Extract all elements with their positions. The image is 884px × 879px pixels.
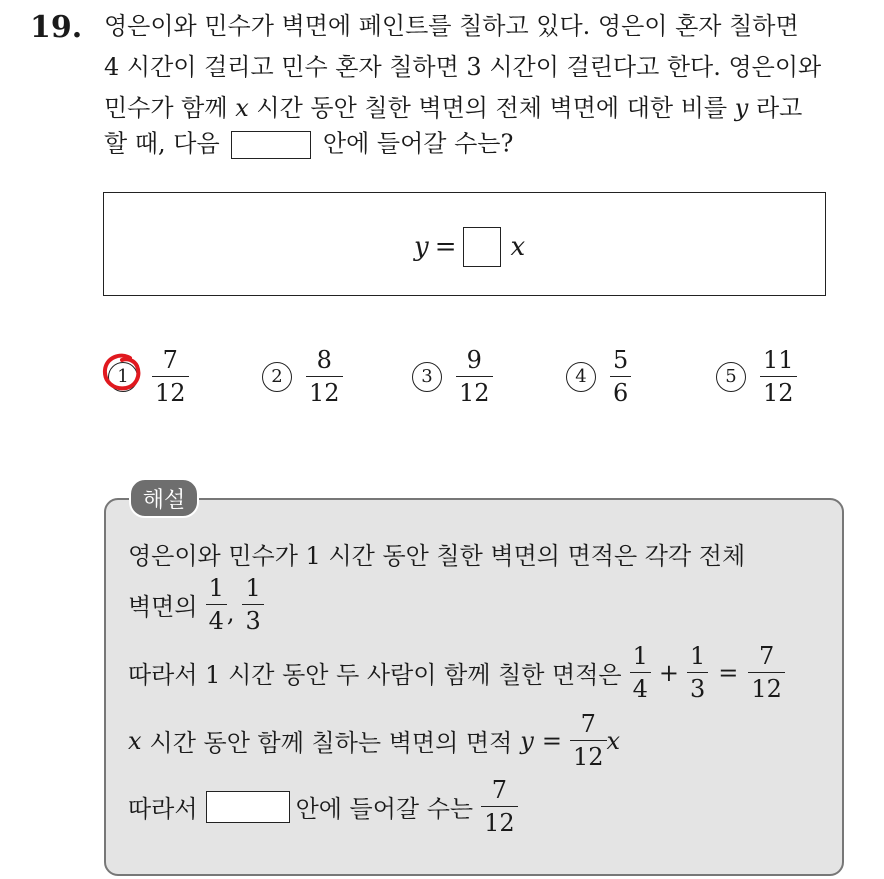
explanation-text: 벽면의 <box>128 593 198 621</box>
fraction-denominator: 12 <box>306 376 343 405</box>
fraction-numerator: 11 <box>763 346 794 374</box>
choice-3[interactable] <box>412 348 493 405</box>
fraction-numerator: 7 <box>759 642 775 670</box>
question-line-3 <box>104 96 802 120</box>
explanation-line-3 <box>128 644 785 701</box>
fraction-denominator: 12 <box>748 672 785 701</box>
blank-box <box>231 131 311 159</box>
fraction-numerator: 8 <box>316 346 332 374</box>
choice-fraction <box>610 348 631 405</box>
question-text-c: 라고 <box>755 94 803 122</box>
plus-sign: + <box>658 658 680 687</box>
answer-circle-mark <box>100 350 144 394</box>
explanation-line-2 <box>128 576 264 633</box>
equation-box <box>103 192 826 296</box>
fraction-denominator: 3 <box>687 672 708 701</box>
question-line-1: 영은이와 민수가 벽면에 페인트를 칠하고 있다. 영은이 혼자 칠하면 <box>104 12 799 40</box>
equation-blank <box>463 227 501 267</box>
explanation-tag: 해설 <box>129 478 199 518</box>
fraction-one-quarter <box>630 644 651 701</box>
fraction-numerator: 9 <box>466 346 482 374</box>
fraction-denominator: 4 <box>206 604 227 633</box>
fraction-numerator: 1 <box>632 642 648 670</box>
choice-number: 4 <box>566 362 596 392</box>
explanation-text: 시간 동안 함께 칠하는 벽면의 면적 <box>149 729 513 757</box>
equals-sign: = <box>541 726 562 755</box>
fraction-denominator: 12 <box>456 376 493 405</box>
choice-fraction <box>760 348 797 405</box>
fraction-one-third <box>242 576 263 633</box>
choice-5[interactable] <box>716 348 797 405</box>
question-line-4 <box>104 131 513 159</box>
fraction-one-third <box>687 644 708 701</box>
question-text-d: 할 때, 다음 <box>104 129 220 158</box>
question-text-b: 시간 동안 칠한 벽면의 전체 벽면에 대한 비를 <box>256 94 728 122</box>
var-y: y <box>520 726 534 755</box>
fraction-denominator: 12 <box>481 806 518 835</box>
fraction-seven-twelfths <box>570 712 607 769</box>
equals-sign: = <box>718 658 739 687</box>
fraction-denominator: 6 <box>610 376 631 405</box>
explanation-text: 따라서 <box>128 795 198 823</box>
comma: , <box>226 599 235 627</box>
fraction-one-quarter <box>206 576 227 633</box>
choice-number: 1 <box>108 362 138 392</box>
question-line-2: 4 시간이 걸리고 민수 혼자 칠하면 3 시간이 걸린다고 한다. 영은이와 <box>104 53 822 81</box>
explanation-line-5 <box>128 778 518 835</box>
equation-lhs: y <box>414 232 429 262</box>
var-x: x <box>128 726 142 755</box>
choice-4[interactable] <box>566 348 631 405</box>
choice-fraction <box>456 348 493 405</box>
fraction-seven-twelfths <box>481 778 518 835</box>
choice-fraction <box>152 348 189 405</box>
fraction-seven-twelfths <box>748 644 785 701</box>
explanation-line-1: 영은이와 민수가 1 시간 동안 칠한 벽면의 면적은 각각 전체 <box>128 542 746 570</box>
var-x: x <box>235 94 249 122</box>
choice-number: 5 <box>716 362 746 392</box>
choice-2[interactable] <box>262 348 343 405</box>
choice-number: 3 <box>412 362 442 392</box>
equation-rhs: x <box>510 232 526 262</box>
fraction-denominator: 12 <box>152 376 189 405</box>
explanation-line-4 <box>128 712 620 769</box>
var-y: y <box>734 94 749 122</box>
explanation-text: 따라서 1 시간 동안 두 사람이 함께 칠한 면적은 <box>128 661 622 689</box>
fraction-numerator: 1 <box>245 574 261 602</box>
fraction-numerator: 1 <box>208 574 224 602</box>
question-text-e: 안에 들어갈 수는? <box>322 129 514 158</box>
blank-box <box>206 791 290 823</box>
question-number: 19. <box>30 10 83 45</box>
equation-equals: = <box>434 232 457 262</box>
fraction-denominator: 3 <box>242 604 263 633</box>
equation <box>414 227 525 267</box>
choice-number: 2 <box>262 362 292 392</box>
fraction-numerator: 1 <box>690 642 706 670</box>
fraction-denominator: 12 <box>760 376 797 405</box>
fraction-denominator: 4 <box>630 672 651 701</box>
fraction-numerator: 7 <box>491 776 508 804</box>
question-text-a: 민수가 함께 <box>104 94 228 122</box>
fraction-numerator: 7 <box>162 346 178 374</box>
explanation-text: 안에 들어갈 수는 <box>295 795 474 823</box>
choice-fraction <box>306 348 343 405</box>
fraction-denominator: 12 <box>570 740 607 769</box>
var-x: x <box>606 726 621 755</box>
fraction-numerator: 5 <box>613 346 629 374</box>
fraction-numerator: 7 <box>580 710 596 738</box>
